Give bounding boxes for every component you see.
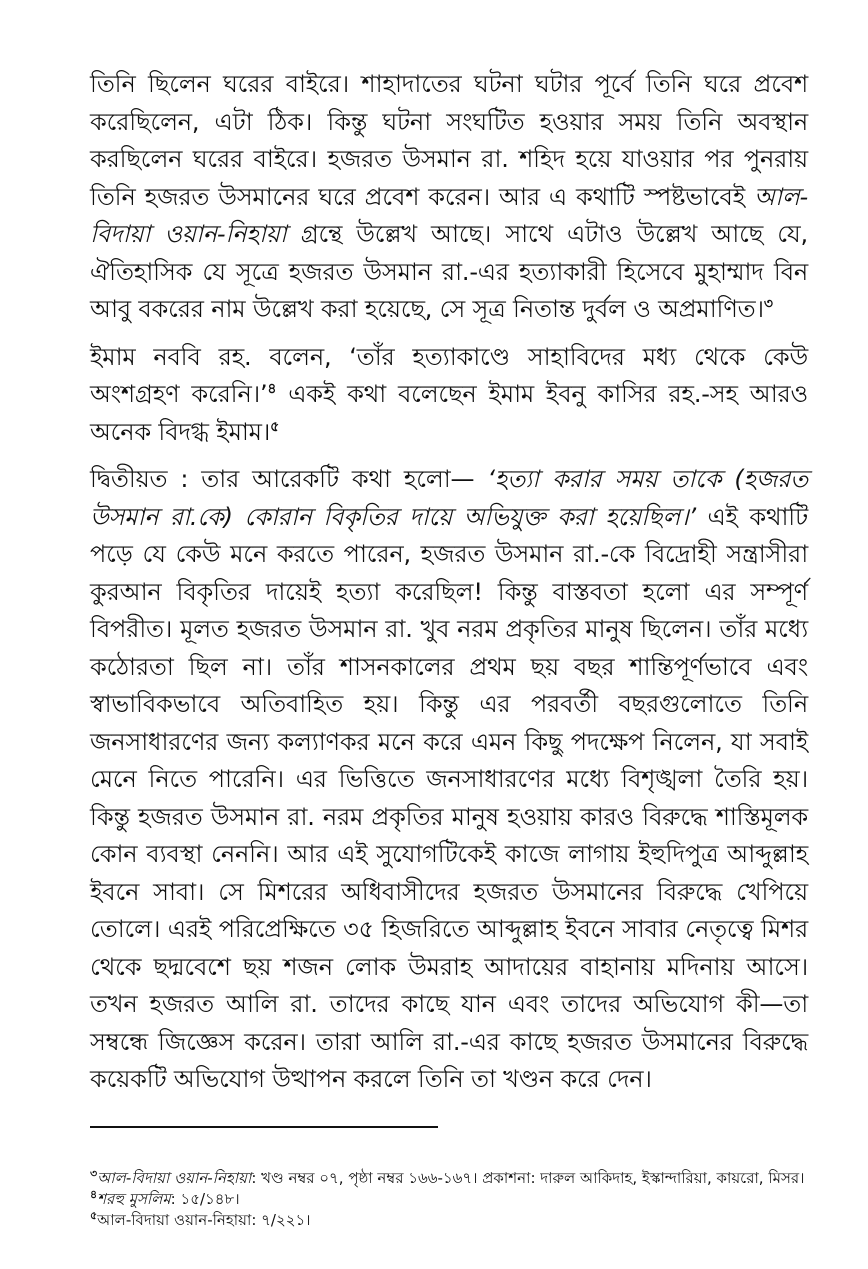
paragraph-1 [90, 66, 808, 329]
footnote-text: : ১৫/১৪৮। [170, 1190, 240, 1208]
footnote-text: : খণ্ড নম্বর ০৭, পৃষ্ঠা নম্বর ১৬৬-১৬৭। প্রকাশনা: দারুল আকিদাহ, ইস্কান্দারিয়া, কায়রো, মিসর। [251, 1169, 805, 1187]
paragraph-3 [90, 461, 808, 1099]
footnote-number: ৪ [90, 1188, 98, 1201]
paragraph-text: তিনি ছিলেন ঘরের বাইরে। শাহাদাতের ঘটনা ঘটার পূর্বে তিনি ঘরে প্রবেশ করেছিলেন, এটা ঠিক। কিন্তু ঘটনা সংঘটিত হওয়ার সময় তিনি অবস্থান করছিলেন ঘরের বাইরে। হজরত উসমান রা. শহিদ হয়ে যাওয়ার পর পুনরায় তিনি হজরত উসমানের ঘরে প্রবেশ করেন। আর এ কথাটি স্পষ্টভাবেই [90, 70, 808, 211]
footnote-ref-5: ৫ [270, 418, 280, 435]
paragraph-text: ইমাম নববি রহ. বলেন, ‘তাঁর হত্যাকাণ্ডে সাহাবিদের মধ্য থেকে কেউ অংশগ্রহণ করেনি।’ [90, 342, 808, 408]
book-title: আল-বিদায়া ওয়ান-নিহায়া [90, 182, 808, 248]
footnote-4 [90, 1189, 820, 1210]
footnote-title: শরহু মুসলিম [97, 1190, 171, 1208]
footnotes [90, 1168, 820, 1231]
footnote-title: আল-বিদায়া ওয়ান-নিহায়া [97, 1169, 252, 1187]
footnote-3 [90, 1168, 820, 1189]
quoted-text: ‘হত্যা করার সময় তাকে (হজরত উসমান রা.কে) কোরান বিকৃতির দায়ে অভিযুক্ত করা হয়েছিল।’ [90, 465, 808, 531]
footnote-ref-4: ৪ [267, 381, 277, 397]
footnote-5 [90, 1210, 820, 1231]
paragraph-text: একই কথা বলেছেন ইমাম ইবনু কাসির রহ.-সহ আরও অনেক বিদগ্ধ ইমাম। [90, 380, 808, 446]
footnote-divider [90, 1126, 438, 1128]
paragraph-text: গ্রন্থে উল্লেখ আছে। সাথে এটাও উল্লেখ আছে যে, ঐতিহাসিক যে সূত্রে হজরত উসমান রা.-এর হত্যাকারী হিসেবে মুহাম্মাদ বিন আবু বকরের নাম উল্লেখ করা হয়েছে, সে সূত্র নিতান্ত দুর্বল ও অপ্রমাণিত। [90, 220, 808, 323]
footnote-title: আল-বিদায়া ওয়ান-নিহায়া [97, 1211, 252, 1229]
paragraph-lead: দ্বিতীয়ত : তার আরেকটি কথা হলো— [90, 465, 488, 493]
footnote-number: ৫ [90, 1209, 98, 1222]
paragraph-text: এই কথাটি পড়ে যে কেউ মনে করতে পারেন, হজরত উসমান রা.-কে বিদ্রোহী সন্ত্রাসীরা কুরআন বিকৃতির দায়েই হত্যা করেছিল! কিন্তু বাস্তবতা হলো এর সম্পূর্ণ বিপরীত। মূলত হজরত উসমান রা. খুব নরম প্রকৃতির মানুষ ছিলেন। তাঁর মধ্যে কঠোরতা ছিল না। তাঁর শাসনকালের প্রথম ছয় বছর শান্তিপূর্ণভাবে এবং স্বাভাবিকভাবে অতিবাহিত হয়। কিন্তু এর পরবর্তী বছরগুলোতে তিনি জনসাধারণের জন্য কল্যাণকর মনে করে এমন কিছু পদক্ষেপ নিলেন, যা সবাই মেনে নিতে পারেনি। এর ভিত্তিতে জনসাধারণের মধ্যে বিশৃঙ্খলা তৈরি হয়। কিন্তু হজরত উসমান রা. নরম প্রকৃতির মানুষ হওয়ায় কারও বিরুদ্ধে শাস্তিমূলক কোন ব্যবস্থা নেননি। আর এই সুযোগটিকেই কাজে লাগায় ইহুদিপুত্র আব্দুল্লাহ ইবনে সাবা। সে মিশরের অধিবাসীদের হজরত উসমানের বিরুদ্ধে খেপিয়ে তোলে। এরই পরিপ্রেক্ষিতে ৩৫ হিজরিতে আব্দুল্লাহ ইবনে সাবার নেতৃত্বে মিশর থেকে ছদ্মবেশে ছয় শজন লোক উমরাহ আদায়ের বাহানায় মদিনায় আসে। তখন হজরত আলি রা. তাদের কাছে যান এবং তাদের অভিযোগ কী—তা সম্বন্ধে জিজ্ঞেস করেন। তারা আলি রা.-এর কাছে হজরত উসমানের বিরুদ্ধে কয়েকটি অভিযোগ উত্থাপন করলে তিনি তা খণ্ডন করে দেন। [90, 502, 808, 1093]
paragraph-2 [90, 339, 808, 452]
footnote-text: : ৭/২২১। [251, 1211, 311, 1229]
footnote-ref-3: ৩ [763, 296, 773, 312]
footnote-number: ৩ [90, 1167, 98, 1180]
